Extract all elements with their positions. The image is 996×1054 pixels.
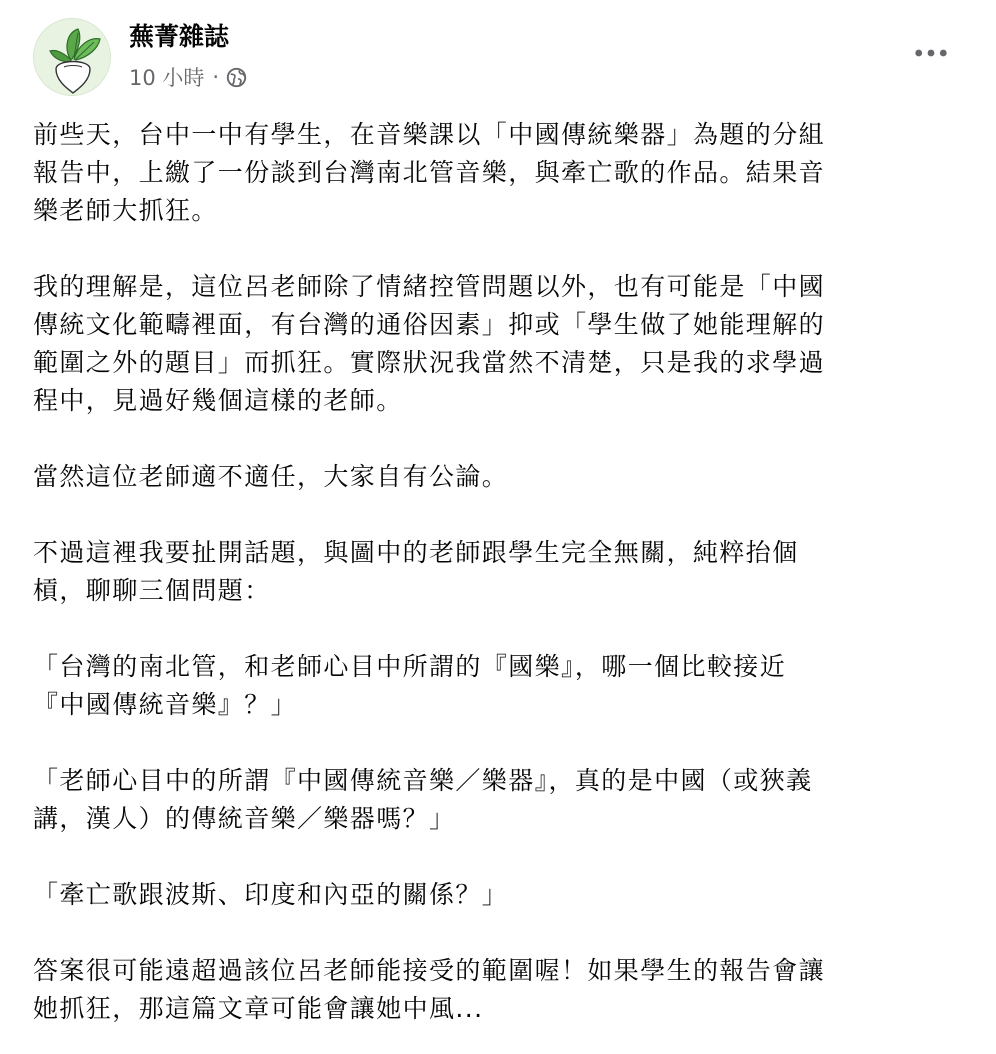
post-body [33, 116, 968, 1028]
post-paragraph-5: 「台灣的南北管，和老師心目中所謂的『國樂』，哪一個比較接近 『中國傳統音樂』？」 [33, 652, 787, 719]
post-paragraph-3: 當然這位老師適不適任，大家自有公論。 [33, 462, 509, 491]
more-horizontal-icon [914, 48, 948, 58]
post-paragraph-6: 「老師心目中的所謂『中國傳統音樂／樂器』，真的是中國（或狹義 講，漢人）的傳統音樂／樂器嗎？」 [33, 766, 813, 833]
globe-icon[interactable] [226, 67, 247, 88]
post-paragraph-7: 「牽亡歌跟波斯、印度和內亞的關係？」 [33, 880, 509, 909]
more-options-button[interactable] [906, 36, 956, 70]
page-avatar[interactable] [33, 18, 111, 96]
post-paragraph-1: 前些天，台中一中有學生，在音樂課以「中國傳統樂器」為題的分組 報告中，上繳了一份談到台灣南北管音樂，與牽亡歌的作品。結果音 樂老師大抓狂。 [33, 120, 826, 225]
post-header [0, 0, 996, 110]
post-timestamp[interactable]: 10 小時 [129, 66, 205, 90]
turnip-logo-icon [34, 19, 111, 96]
meta-separator: · [212, 65, 220, 89]
page-name[interactable]: 蕪菁雜誌 [129, 22, 230, 51]
post-paragraph-2: 我的理解是，這位呂老師除了情緒控管問題以外，也有可能是「中國 傳統文化範疇裡面，有台灣的通俗因素」抑或「學生做了她能理解的 範圍之外的題目」而抓狂。實際狀況我當然不清楚，只是我的求學過 程中，見過好幾個這樣的老師。 [33, 272, 826, 415]
post-meta [129, 62, 247, 92]
post-paragraph-4: 不過這裡我要扯開話題，與圖中的老師跟學生完全無關，純粹抬個 槓，聊聊三個問題： [33, 538, 799, 605]
post-paragraph-8: 答案很可能遠超過該位呂老師能接受的範圍喔！如果學生的報告會讓 她抓狂，那這篇文章可能會讓她中風... [33, 956, 826, 1023]
